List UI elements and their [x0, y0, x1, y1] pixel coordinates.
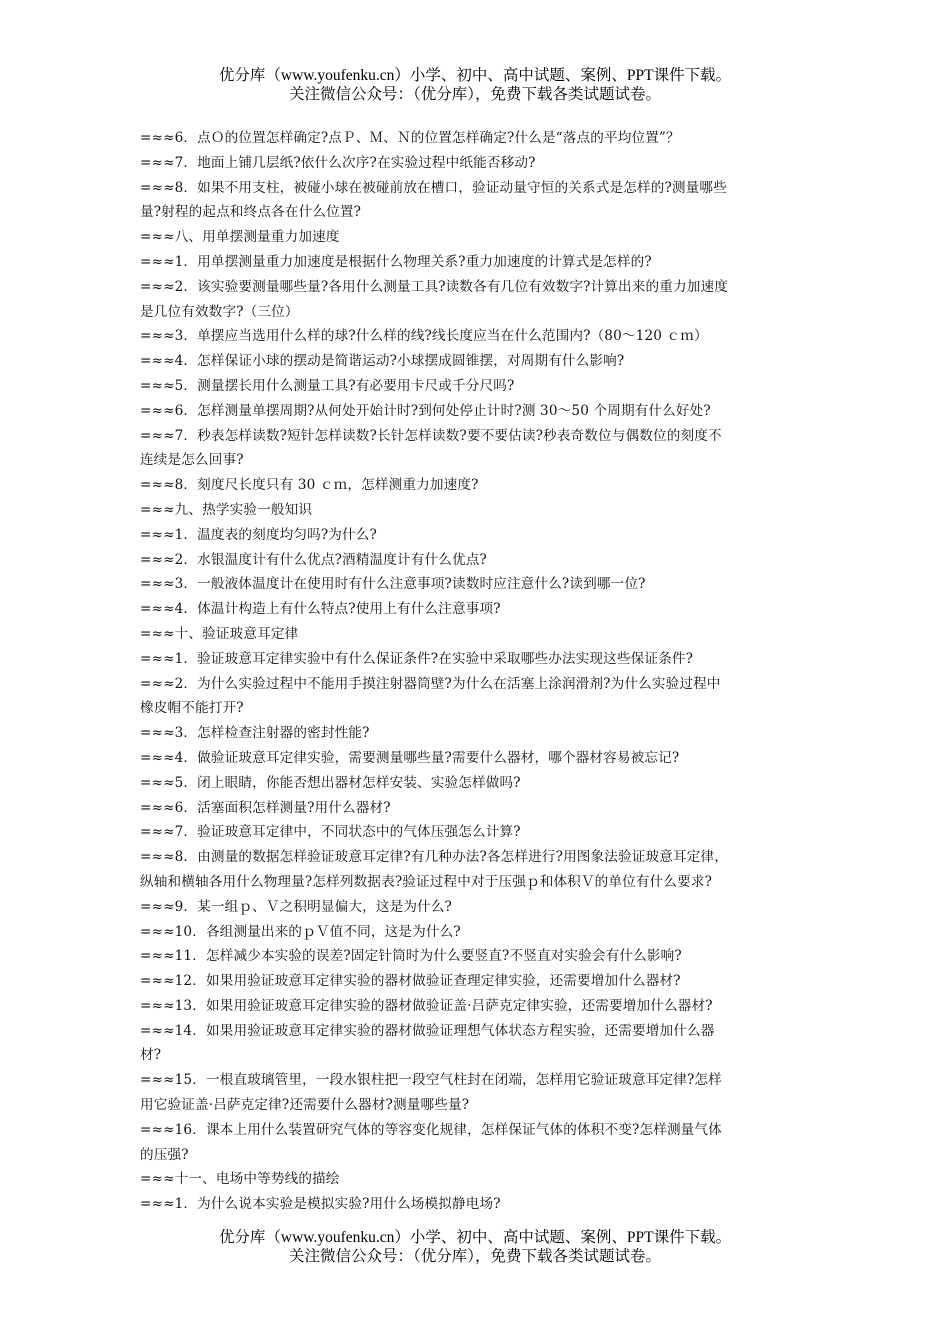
text-line: =≈≈7．验证玻意耳定律中，不同状态中的气体压强怎么计算? — [140, 824, 521, 841]
text-line: =≈≈2．该实验要测量哪些量?各用什么测量工具?读数各有几位有效数字?计算出来的重力加速度 — [140, 278, 728, 295]
text-line: =≈≈2．水银温度计有什么优点?酒精温度计有什么优点? — [140, 551, 487, 568]
text-line: =≈≈6．怎样测量单摆周期?从何处开始计时?到何处停止计时?测 30～50 个周期有什么好处? — [140, 402, 711, 419]
text-line: 连续是怎么回事? — [140, 452, 244, 469]
text-line: =≈≈7．秒表怎样读数?短针怎样读数?长针怎样读数?要不要估读?秒表奇数位与偶数位的刻度不 — [140, 427, 722, 444]
text-line: 用它验证盖·吕萨克定律?还需要什么器材?测量哪些量? — [140, 1097, 470, 1114]
text-line: =≈≈4．体温计构造上有什么特点?使用上有什么注意事项? — [140, 601, 501, 618]
text-line: =≈≈8．如果不用支柱，被碰小球在被碰前放在槽口，验证动量守恒的关系式是怎样的?测量哪些 — [140, 179, 727, 196]
text-line: =≈≈8．由测量的数据怎样验证玻意耳定律?有几种办法?各怎样进行?用图象法验证玻意耳定律， — [140, 849, 728, 866]
text-line: =≈≈13．如果用验证玻意耳定律实验的器材做验证盖·吕萨克定律实验，还需要增加什么器材? — [140, 997, 713, 1014]
text-line: =≈≈4．做验证玻意耳定律实验，需要测量哪些量?需要什么器材，哪个器材容易被忘记? — [140, 749, 680, 766]
text-line: =≈≈5．闭上眼睛，你能否想出器材怎样安装、实验怎样做吗? — [140, 774, 521, 791]
footer-line-2: 关注微信公众号：（优分库），免费下载各类试题试卷。 — [288, 1248, 661, 1265]
text-line: =≈≈3．单摆应当选用什么样的球?什么样的线?线长度应当在什么范围内?（80～120 ｃｍ） — [140, 328, 708, 345]
text-line: =≈≈6．活塞面积怎样测量?用什么器材? — [140, 799, 391, 816]
text-line: 的压强? — [140, 1146, 189, 1163]
text-line: =≈≈4．怎样保证小球的摆动是简谐运动?小球摆成圆锥摆，对周期有什么影响? — [140, 353, 625, 370]
text-line: =≈≈14．如果用验证玻意耳定律实验的器材做验证理想气体状态方程实验，还需要增加什么器 — [140, 1022, 715, 1039]
text-line: =≈≈5．测量摆长用什么测量工具?有必要用卡尺或千分尺吗? — [140, 377, 515, 394]
page-footer — [0, 1228, 950, 1266]
text-line: =≈≈15．一根直玻璃管里，一段水银柱把一段空气柱封在闭端，怎样用它验证玻意耳定律?怎样 — [140, 1072, 722, 1089]
text-line: =≈≈2．为什么实验过程中不能用手摸注射器筒壁?为什么在活塞上涂润滑剂?为什么实验过程中 — [140, 675, 721, 692]
text-line: =≈≈1．用单摆测量重力加速度是根据什么物理关系?重力加速度的计算式是怎样的? — [140, 253, 652, 270]
text-line: 橡皮帽不能打开? — [140, 700, 244, 717]
text-line: =≈≈11．怎样减少本实验的误差?固定针筒时为什么要竖直?不竖直对实验会有什么影响? — [140, 948, 682, 965]
text-line: =≈≈1．验证玻意耳定律实验中有什么保证条件?在实验中采取哪些办法实现这些保证条件? — [140, 650, 694, 667]
text-line: =≈≈3．怎样检查注射器的密封性能? — [140, 725, 370, 742]
text-line: =≈≈九、热学实验一般知识 — [140, 501, 313, 518]
text-line: 材? — [140, 1047, 162, 1064]
text-line: =≈≈16．课本上用什么装置研究气体的等容变化规律，怎样保证气体的体积不变?怎样测量气体 — [140, 1121, 722, 1138]
text-line: =≈≈十、验证玻意耳定律 — [140, 625, 299, 642]
page-header — [0, 66, 950, 104]
text-line: =≈≈八、用单摆测量重力加速度 — [140, 229, 340, 246]
text-line: =≈≈1．温度表的刻度均匀吗?为什么? — [140, 526, 377, 543]
text-line: =≈≈8．刻度尺长度只有 30 ｃｍ，怎样测重力加速度? — [140, 477, 479, 494]
text-line: 量?射程的起点和终点各在什么位置? — [140, 204, 362, 221]
text-line: =≈≈7．地面上铺几层纸?依什么次序?在实验过程中纸能否移动? — [140, 154, 536, 171]
text-line: 是几位有效数字?（三位） — [140, 303, 299, 320]
text-line: 纵轴和横轴各用什么物理量?怎样列数据表?验证过程中对于压强ｐ和体积Ｖ的单位有什么要求? — [140, 873, 713, 890]
footer-line-1: 优分库（www.youfenku.cn）小学、初中、高中试题、案例、PPT课件下载。 — [218, 1229, 732, 1246]
text-line: =≈≈9．某一组ｐ、Ｖ之积明显偏大，这是为什么? — [140, 898, 452, 915]
header-line-2: 关注微信公众号：（优分库），免费下载各类试题试卷。 — [288, 86, 661, 103]
document-body — [140, 126, 808, 1217]
text-line: =≈≈6．点Ｏ的位置怎样确定?点Ｐ、Ｍ、Ｎ的位置怎样确定?什么是“落点的平均位置”？ — [140, 130, 680, 146]
text-line: =≈≈10．各组测量出来的ｐＶ值不同，这是为什么? — [140, 923, 461, 940]
header-line-1: 优分库（www.youfenku.cn）小学、初中、高中试题、案例、PPT课件下载。 — [218, 67, 732, 84]
text-line: =≈≈12．如果用验证玻意耳定律实验的器材做验证查理定律实验，还需要增加什么器材? — [140, 973, 681, 990]
text-line: =≈≈十一、电场中等势线的描绘 — [140, 1171, 340, 1188]
text-line: =≈≈3．一般液体温度计在使用时有什么注意事项?读数时应注意什么?读到哪一位? — [140, 576, 646, 593]
text-line: =≈≈1．为什么说本实验是模拟实验?用什么场模拟静电场? — [140, 1196, 501, 1213]
